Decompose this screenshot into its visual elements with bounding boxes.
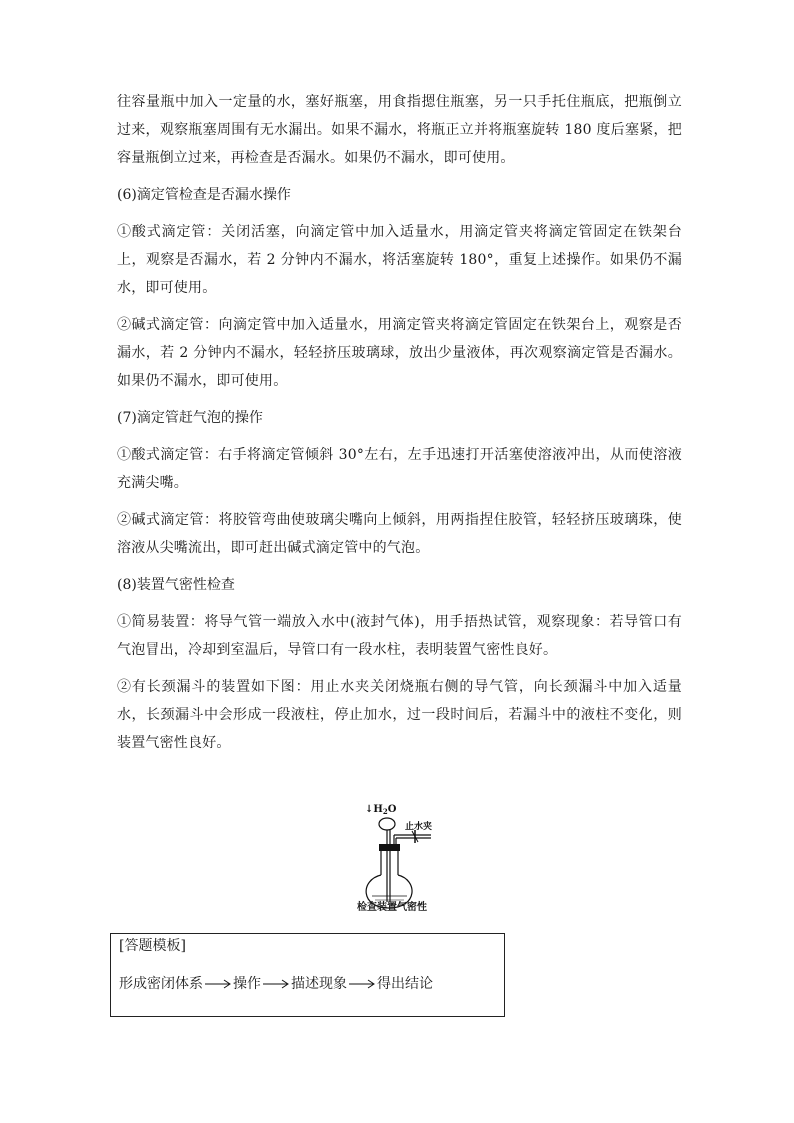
right-arrow-icon	[349, 979, 375, 989]
right-arrow-icon	[205, 979, 231, 989]
apparatus-figure	[335, 800, 475, 915]
stopper-icon	[379, 844, 400, 851]
paragraph-volumetric-flask: 往容量瓶中加入一定量的水，塞好瓶塞，用食指摁住瓶塞，另一只手托住瓶底，把瓶倒立过来，观察瓶塞周围有无水漏出。如果不漏水，将瓶正立并将瓶塞旋转 180 度后塞紧，把容量瓶倒立过来，再检查是否漏水。如果仍不漏水，即可使用。	[117, 94, 682, 166]
answer-template-flow	[119, 974, 433, 994]
answer-template-box	[110, 933, 505, 1017]
template-step-4: 得出结论	[377, 976, 433, 992]
paragraph-simple-apparatus: ①简易装置：将导气管一端放入水中(液封气体)，用手捂热试管，观察现象：若导管口有气泡冒出，冷却到室温后，导管口有一段水柱，表明装置气密性良好。	[117, 614, 682, 658]
heading-airtightness-check: (8)装置气密性检查	[117, 577, 235, 593]
clamp-label: 止水夹	[405, 822, 433, 832]
paragraph-funnel-apparatus: ②有长颈漏斗的装置如下图：用止水夹关闭烧瓶右侧的导气管，向长颈漏斗中加入适量水，长颈漏斗中会形成一段液柱，停止加水，过一段时间后，若漏斗中的液柱不变化，则装置气密性良好。	[117, 679, 682, 751]
template-step-3: 描述现象	[291, 976, 347, 992]
paragraph-acid-burette-bubbles: ①酸式滴定管：右手将滴定管倾斜 30°左右，左手迅速打开活塞使溶液冲出，从而使溶液充满尖嘴。	[117, 447, 682, 491]
water-label: $↓H_2O$	[365, 804, 397, 816]
template-step-2: 操作	[233, 976, 261, 992]
document-body	[117, 88, 682, 766]
paragraph-base-burette-leak: ②碱式滴定管：向滴定管中加入适量水，用滴定管夹将滴定管固定在铁架台上，观察是否漏水，若 2 分钟内不漏水，轻轻挤压玻璃球，放出少量液体，再次观察滴定管是否漏水。如果仍不漏水，即可使用。	[117, 317, 682, 389]
heading-burette-leak-check: (6)滴定管检查是否漏水操作	[117, 187, 291, 203]
answer-template-title: [答题模板]	[119, 938, 186, 954]
paragraph-acid-burette-leak: ①酸式滴定管：关闭活塞，向滴定管中加入适量水，用滴定管夹将滴定管固定在铁架台上，观察是否漏水，若 2 分钟内不漏水，将活塞旋转 180°，重复上述操作。如果仍不漏水，即可使用。	[117, 224, 682, 296]
paragraph-base-burette-bubbles: ②碱式滴定管：将胶管弯曲使玻璃尖嘴向上倾斜，用两指捏住胶管，轻轻挤压玻璃珠，使溶液从尖嘴流出，即可赶出碱式滴定管中的气泡。	[117, 512, 682, 556]
heading-burette-bubbles: (7)滴定管赶气泡的操作	[117, 410, 263, 426]
template-step-1: 形成密闭体系	[119, 976, 203, 992]
right-arrow-icon	[263, 979, 289, 989]
figure-caption: 检查装置气密性	[357, 902, 427, 913]
side-tube	[394, 835, 431, 844]
